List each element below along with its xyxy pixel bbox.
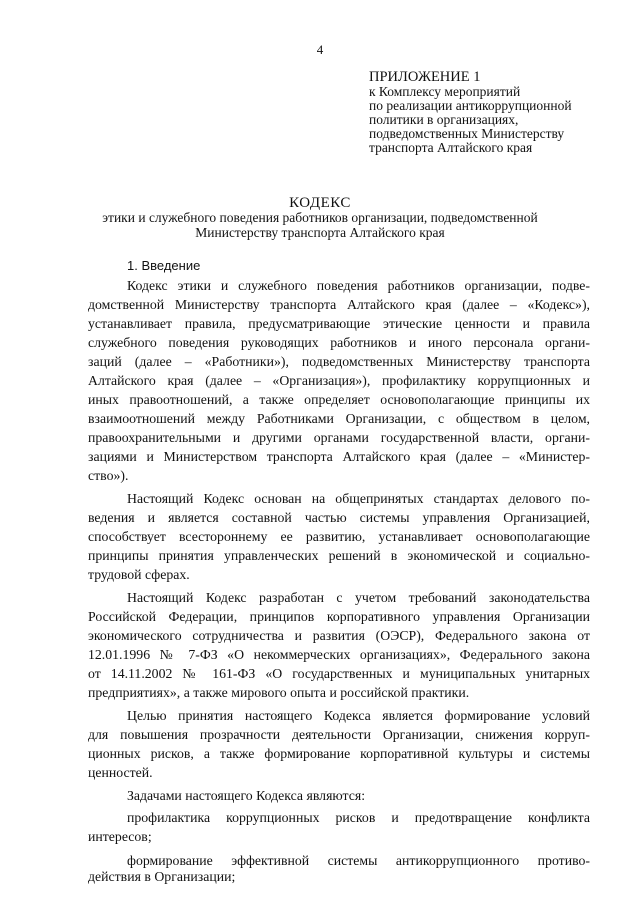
paragraph-line: Настоящий Кодекс разработан с учетом требований законодательства — [127, 590, 590, 605]
list-item-line: интересов; — [88, 829, 152, 844]
appendix-line: по реализации антикоррупционной — [369, 98, 572, 113]
title-line: этики и служебного поведения работников организации, подведомственной — [102, 210, 538, 225]
paragraph-line: заций (далее – «Работники»), подведомственных Министерству транспорта — [88, 354, 590, 369]
paragraph-line: ство»). — [88, 468, 129, 483]
paragraph-line: для повышения прозрачности деятельности Организации, снижения корруп- — [88, 727, 590, 742]
paragraph-line: ционных рисков, а также формирование корпоративной культуры и системы — [88, 746, 590, 761]
paragraph-line: трудовой сферах. — [88, 567, 190, 582]
paragraph-line: предприятиях», а также мирового опыта и российской практики. — [88, 685, 470, 700]
paragraph-line: от 14.11.2002 № 161-ФЗ «О государственных и муниципальных унитарных — [88, 666, 590, 681]
paragraph-line: служебного поведения руководящих работников и иного персонала органи- — [88, 335, 590, 350]
paragraph-line: устанавливает правила, предусматривающие этические ценности и правила — [88, 316, 590, 331]
title-line: Министерству транспорта Алтайского края — [195, 225, 445, 240]
paragraph-line: Кодекс этики и служебного поведения работников организации, подве- — [127, 278, 590, 293]
paragraph-line: домственной Министерству транспорта Алтайского края (далее – «Кодекс»), — [88, 297, 590, 312]
section-heading: 1. Введение — [127, 258, 201, 273]
paragraph-line: иных правоотношений, а также определяет основополагающие принципы их — [88, 392, 590, 407]
paragraph-line: принципы принятия управленческих решений в экономической и социально- — [88, 548, 590, 563]
paragraph-line: Алтайского края (далее – «Организация»), профилактику коррупционных и — [88, 373, 590, 388]
paragraph-line: Задачами настоящего Кодекса являются: — [127, 788, 366, 803]
list-item-line: действия в Организации; — [88, 869, 236, 884]
appendix-line: политики в организациях, — [369, 112, 519, 127]
list-item-line: профилактика коррупционных рисков и предотвращение конфликта — [127, 810, 590, 825]
paragraph-line: правоохранительными и другими органами государственной власти, органи- — [88, 430, 590, 445]
paragraph-line: 12.01.1996 № 7-ФЗ «О некоммерческих организациях», Федерального закона — [88, 647, 590, 662]
paragraph-line: зациями и Министерством транспорта Алтайского края (далее – «Министер- — [88, 449, 590, 464]
paragraph-line: Целью принятия настоящего Кодекса является формирование условий — [127, 708, 590, 723]
page-number: 4 — [316, 42, 324, 57]
paragraph-line: способствует всестороннему ее развитию, устанавливает основополагающие — [88, 529, 590, 544]
paragraph-line: Настоящий Кодекс основан на общепринятых стандартах делового по- — [127, 491, 590, 506]
appendix-line: подведомственных Министерству — [369, 126, 565, 141]
list-item-line: формирование эффективной системы антикоррупционного противо- — [127, 853, 590, 868]
paragraph-line: взаимоотношений между Работниками Организации, с обществом в целом, — [88, 411, 590, 426]
title-heading: КОДЕКС — [289, 195, 351, 211]
paragraph-line: ценностей. — [88, 765, 153, 780]
appendix-line: транспорта Алтайского края — [369, 140, 533, 155]
appendix-title: ПРИЛОЖЕНИЕ 1 — [369, 69, 481, 85]
paragraph-line: экономического сотрудничества и развития (ОЭСР), Федерального закона от — [88, 628, 590, 643]
appendix-line: к Комплексу мероприятий — [369, 84, 521, 99]
paragraph-line: ведения и является составной частью системы управления Организацией, — [88, 510, 590, 525]
paragraph-line: Российской Федерации, принципов корпоративного управления Организации — [88, 609, 590, 624]
